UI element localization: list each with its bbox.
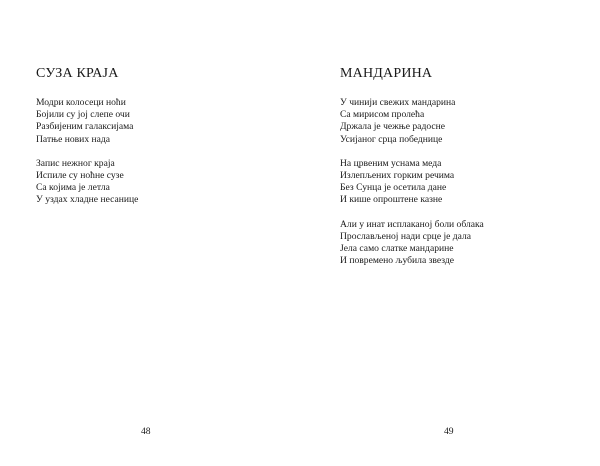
verse-line: Са мирисом пролећа <box>340 109 425 121</box>
poem-title: СУЗА КРАЈА <box>36 66 119 81</box>
stanza <box>36 97 138 146</box>
right-page <box>300 0 600 466</box>
poem-title: МАНДАРИНА <box>340 66 433 81</box>
verse-line: Прослављеној нади срце је дала <box>340 230 472 242</box>
verse-line: На црвеним уснама меда <box>340 157 442 169</box>
stanza <box>340 158 484 207</box>
verse-line: Са којима је летла <box>36 182 110 194</box>
stanza <box>340 97 484 146</box>
verse-line: Патње нових нада <box>36 133 111 145</box>
page-number: 48 <box>141 426 151 437</box>
verse-line: Бојили су јој слепе очи <box>36 109 130 121</box>
verse-line: И повремено љубила звезде <box>340 255 455 267</box>
verse-line: Држала је чежње радосне <box>340 121 446 133</box>
verse-line: Излепљених горким речима <box>340 170 455 182</box>
verse-line: Јела само слатке мандарине <box>340 243 454 255</box>
verse-line: Запис нежног краја <box>36 157 115 169</box>
stanza <box>36 158 138 207</box>
poem-body <box>340 97 484 279</box>
verse-line: И кише опроштене казне <box>340 194 443 206</box>
stanza <box>340 219 484 268</box>
verse-line: Усијаног срца победнице <box>340 133 443 145</box>
poem-body <box>36 97 138 219</box>
verse-line: У чинији свежих мандарина <box>340 97 456 108</box>
page-number: 49 <box>444 426 454 437</box>
verse-line: Модри колосеци ноћи <box>36 97 126 108</box>
verse-line: Без Сунца је осетила дане <box>340 182 447 194</box>
verse-line: Разбијеним галаксијама <box>36 121 134 133</box>
verse-line: Али у инат исплаканој боли облака <box>340 218 484 230</box>
verse-line: У уздах хладне несанице <box>36 194 139 206</box>
verse-line: Испиле су ноћне сузе <box>36 170 124 182</box>
